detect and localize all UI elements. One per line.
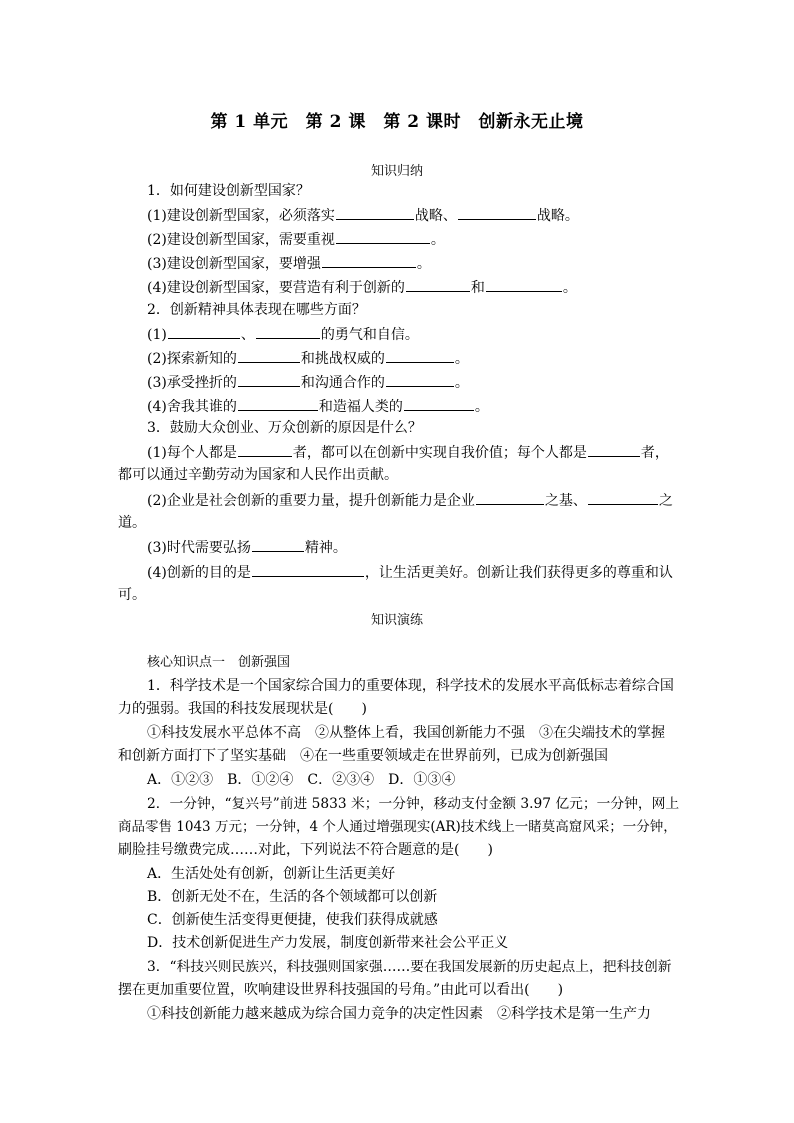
answer-blank[interactable] bbox=[458, 205, 536, 220]
exercise-3-line-2: 摆在更加重要位置，吹响建设世界科技强国的号角。”由此可以看出( ) bbox=[118, 982, 564, 998]
answer-blank[interactable] bbox=[322, 253, 416, 268]
exercise-1-line-1: 1．科学技术是一个国家综合国力的重要体现，科学技术的发展水平高低标志着综合国 bbox=[147, 678, 674, 694]
answer-blank[interactable] bbox=[256, 324, 320, 339]
answer-blank[interactable] bbox=[252, 562, 364, 577]
q2-line-1: (1) 、 的勇气和自信。 bbox=[147, 324, 419, 345]
exercise-1-line-2: 力的强弱。我国的科技发展现状是( ) bbox=[118, 701, 367, 717]
answer-blank[interactable] bbox=[386, 348, 454, 363]
section-heading-practice: 知识演练 bbox=[370, 613, 423, 628]
q2-title: 2．创新精神具体表现在哪些方面？ bbox=[147, 302, 366, 318]
q2-line-4: (4)舍我其谁的 和造福人类的 。 bbox=[147, 396, 489, 417]
exercise-2-option-b: B．创新无处不在，生活的各个领域都可以创新 bbox=[147, 889, 438, 905]
answer-blank[interactable] bbox=[404, 396, 474, 411]
answer-blank[interactable] bbox=[238, 372, 300, 387]
answer-blank[interactable] bbox=[406, 277, 470, 292]
exercise-1-options: A．①②③ B．①②④ C．②③④ D．①③④ bbox=[147, 772, 456, 788]
q2-line-3: (3)承受挫折的 和沟通合作的 。 bbox=[147, 372, 469, 393]
q3-line-1-cont: 都可以通过辛勤劳动为国家和人民作出贡献。 bbox=[118, 467, 398, 483]
page-title: 第 1 单元 第 2 课 第 2 课时 创新永无止境 bbox=[210, 112, 584, 132]
answer-blank[interactable] bbox=[476, 490, 544, 505]
answer-blank[interactable] bbox=[588, 442, 640, 457]
exercise-2-option-a: A．生活处处有创新，创新让生活更美好 bbox=[147, 866, 396, 882]
exercise-2-line-3: 刷脸挂号缴费完成……对此，下列说法不符合题意的是( ) bbox=[118, 842, 493, 858]
exercise-3-line-1: 3．“科技兴则民族兴，科技强则国家强……要在我国发展新的历史起点上，把科技创新 bbox=[147, 959, 672, 975]
answer-blank[interactable] bbox=[238, 442, 292, 457]
q1-line-3: (3)建设创新型国家，要增强 。 bbox=[147, 253, 431, 274]
answer-blank[interactable] bbox=[486, 277, 562, 292]
answer-blank[interactable] bbox=[252, 537, 304, 552]
section-heading-summary: 知识归纳 bbox=[370, 164, 423, 179]
q1-line-4: (4)建设创新型国家，要营造有利于创新的 和 。 bbox=[147, 277, 577, 298]
answer-blank[interactable] bbox=[588, 490, 658, 505]
answer-blank[interactable] bbox=[336, 229, 430, 244]
answer-blank[interactable] bbox=[238, 396, 318, 411]
q3-line-1: (1)每个人都是 者，都可以在创新中实现自我价值；每个人都是 者， bbox=[147, 442, 669, 463]
exercise-1-line-3: ①科技发展水平总体不高 ②从整体上看，我国创新能力不强 ③在尖端技术的掌握 bbox=[147, 725, 665, 741]
answer-blank[interactable] bbox=[168, 324, 240, 339]
exercise-3-line-3: ①科技创新能力越来越成为综合国力竞争的决定性因素 ②科学技术是第一生产力 bbox=[147, 1006, 651, 1022]
q3-line-2-cont: 道。 bbox=[118, 515, 146, 531]
exercise-2-line-1: 2．一分钟，“复兴号”前进 5833 米；一分钟，移动支付金额 3.97 亿元；一分钟，网上 bbox=[147, 796, 680, 812]
exercise-1-line-4: 和创新方面打下了坚实基础 ④在一些重要领域走在世界前列，已成为创新强国 bbox=[118, 748, 608, 764]
answer-blank[interactable] bbox=[238, 348, 300, 363]
exercise-2-line-2: 商品零售 1043 万元；一分钟，4 个人通过增强现实(AR)技术线上一睹莫高窟风采；一分钟， bbox=[118, 819, 677, 835]
q1-line-1: (1)建设创新型国家，必须落实 战略、 战略。 bbox=[147, 205, 579, 226]
exercise-2-option-c: C．创新使生活变得更便捷，使我们获得成就感 bbox=[147, 912, 438, 928]
q3-line-4-cont: 可。 bbox=[118, 587, 146, 603]
exercise-2-option-d: D．技术创新促进生产力发展，制度创新带来社会公平正义 bbox=[147, 935, 509, 951]
answer-blank[interactable] bbox=[336, 205, 414, 220]
answer-blank[interactable] bbox=[386, 372, 454, 387]
q3-line-4: (4)创新的目的是 ，让生活更美好。创新让我们获得更多的尊重和认 bbox=[147, 562, 673, 583]
q3-line-3: (3)时代需要弘扬 精神。 bbox=[147, 537, 347, 558]
q1-title: 1．如何建设创新型国家？ bbox=[147, 183, 310, 199]
knowledge-point-heading: 核心知识点一 创新强国 bbox=[147, 655, 291, 670]
q1-line-2: (2)建设创新型国家，需要重视 。 bbox=[147, 229, 445, 250]
q3-line-2: (2)企业是社会创新的重要力量，提升创新能力是企业 之基、 之 bbox=[147, 490, 673, 511]
q3-title: 3．鼓励大众创业、万众创新的原因是什么？ bbox=[147, 420, 422, 436]
q2-line-2: (2)探索新知的 和挑战权威的 。 bbox=[147, 348, 469, 369]
